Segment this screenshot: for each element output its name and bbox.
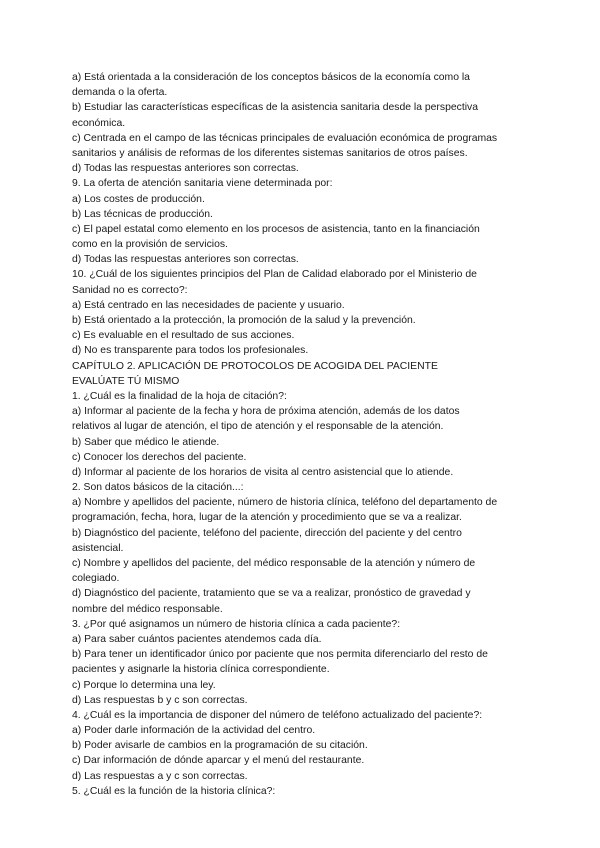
text-line: nombre del médico responsable. xyxy=(72,603,223,615)
text-line: c) Porque lo determina una ley. xyxy=(72,679,216,691)
question-line: 10. ¿Cuál de los siguientes principios del Plan de Calidad elaborado por el Ministerio de xyxy=(72,269,477,281)
text-line: a) Está orientada a la consideración de los conceptos básicos de la economía como la xyxy=(72,72,470,83)
text-line: b) Estudiar las características específicas de la asistencia sanitaria desde la perspectiva xyxy=(72,102,479,114)
text-line: d) Las respuestas a y c son correctas. xyxy=(72,770,248,782)
text-line: a) Nombre y apellidos del paciente, número de historia clínica, teléfono del departamento de xyxy=(72,497,498,509)
text-line: d) Las respuestas b y c son correctas. xyxy=(72,694,248,706)
text-line: económica. xyxy=(72,117,126,129)
text-line: d) Todas las respuestas anteriores son correctas. xyxy=(72,254,299,266)
section-heading: EVALÚATE TÚ MISMO xyxy=(72,375,180,387)
text-line: c) Nombre y apellidos del paciente, del médico responsable de la atención y número de xyxy=(72,558,476,569)
text-line: b) Saber que médico le atiende. xyxy=(72,436,220,448)
text-line: c) Centrada en el campo de las técnicas principales de evaluación económica de programas xyxy=(72,132,498,144)
text-line: Sanidad no es correcto?: xyxy=(72,284,188,296)
document-text xyxy=(72,70,532,799)
text-line: a) Informar al paciente de la fecha y hora de próxima atención, además de los datos xyxy=(72,406,460,418)
text-line: a) Para saber cuántos pacientes atendemos cada día. xyxy=(72,633,322,645)
question-line: 2. Son datos básicos de la citación...: xyxy=(72,482,244,494)
question-line: 5. ¿Cuál es la función de la historia clínica?: xyxy=(72,785,276,797)
text-line: demanda o la oferta. xyxy=(72,87,168,99)
question-line: 3. ¿Por qué asignamos un número de historia clínica a cada paciente?: xyxy=(72,618,401,630)
text-line: d) No es transparente para todos los profesionales. xyxy=(72,345,309,357)
text-line: como en la provisión de servicios. xyxy=(72,239,228,251)
text-line: b) Para tener un identificador único por paciente que nos permita diferenciarlo del resto de xyxy=(72,649,488,661)
text-line: colegiado. xyxy=(72,573,120,585)
text-line: c) Es evaluable en el resultado de sus acciones. xyxy=(72,330,295,342)
text-line: pacientes y asignarle la historia clínica correspondiente. xyxy=(72,664,330,676)
text-line: b) Diagnóstico del paciente, teléfono del paciente, dirección del paciente y del centro xyxy=(72,527,462,539)
text-line: programación, fecha, hora, lugar de la atención y procedimiento que se va a realizar. xyxy=(72,512,462,524)
text-line: a) Los costes de producción. xyxy=(72,193,205,205)
text-line: sanitarios y análisis de reformas de los diferentes sistemas sanitarios de otros países. xyxy=(72,147,468,159)
text-line: b) Poder avisarle de cambios en la programación de su citación. xyxy=(72,740,368,752)
chapter-heading: CAPÍTULO 2. APLICACIÓN DE PROTOCOLOS DE ACOGIDA DEL PACIENTE xyxy=(72,360,438,372)
text-line: d) Diagnóstico del paciente, tratamiento que se va a realizar, pronóstico de gravedad y xyxy=(72,588,471,600)
text-line: a) Está centrado en las necesidades de paciente y usuario. xyxy=(72,299,345,311)
text-line: d) Informar al paciente de los horarios de visita al centro asistencial que lo atiende. xyxy=(72,466,454,478)
text-line: b) Está orientado a la protección, la promoción de la salud y la prevención. xyxy=(72,315,416,326)
question-line: 9. La oferta de atención sanitaria viene determinada por: xyxy=(72,178,333,190)
text-line: b) Las técnicas de producción. xyxy=(72,208,213,220)
text-line: c) Conocer los derechos del paciente. xyxy=(72,451,247,463)
text-line: c) Dar información de dónde aparcar y el menú del restaurante. xyxy=(72,755,365,767)
text-line: d) Todas las respuestas anteriores son correctas. xyxy=(72,163,299,175)
question-line: 4. ¿Cuál es la importancia de disponer del número de teléfono actualizado del paciente?: xyxy=(72,709,483,721)
text-line: asistencial. xyxy=(72,542,124,554)
text-line: relativos al lugar de atención, el tipo de atención y el responsable de la atención. xyxy=(72,421,444,433)
text-line: a) Poder darle información de la actividad del centro. xyxy=(72,725,316,737)
question-line: 1. ¿Cuál es la finalidad de la hoja de citación?: xyxy=(72,390,287,402)
text-line: c) El papel estatal como elemento en los procesos de asistencia, tanto en la financiación xyxy=(72,223,480,235)
